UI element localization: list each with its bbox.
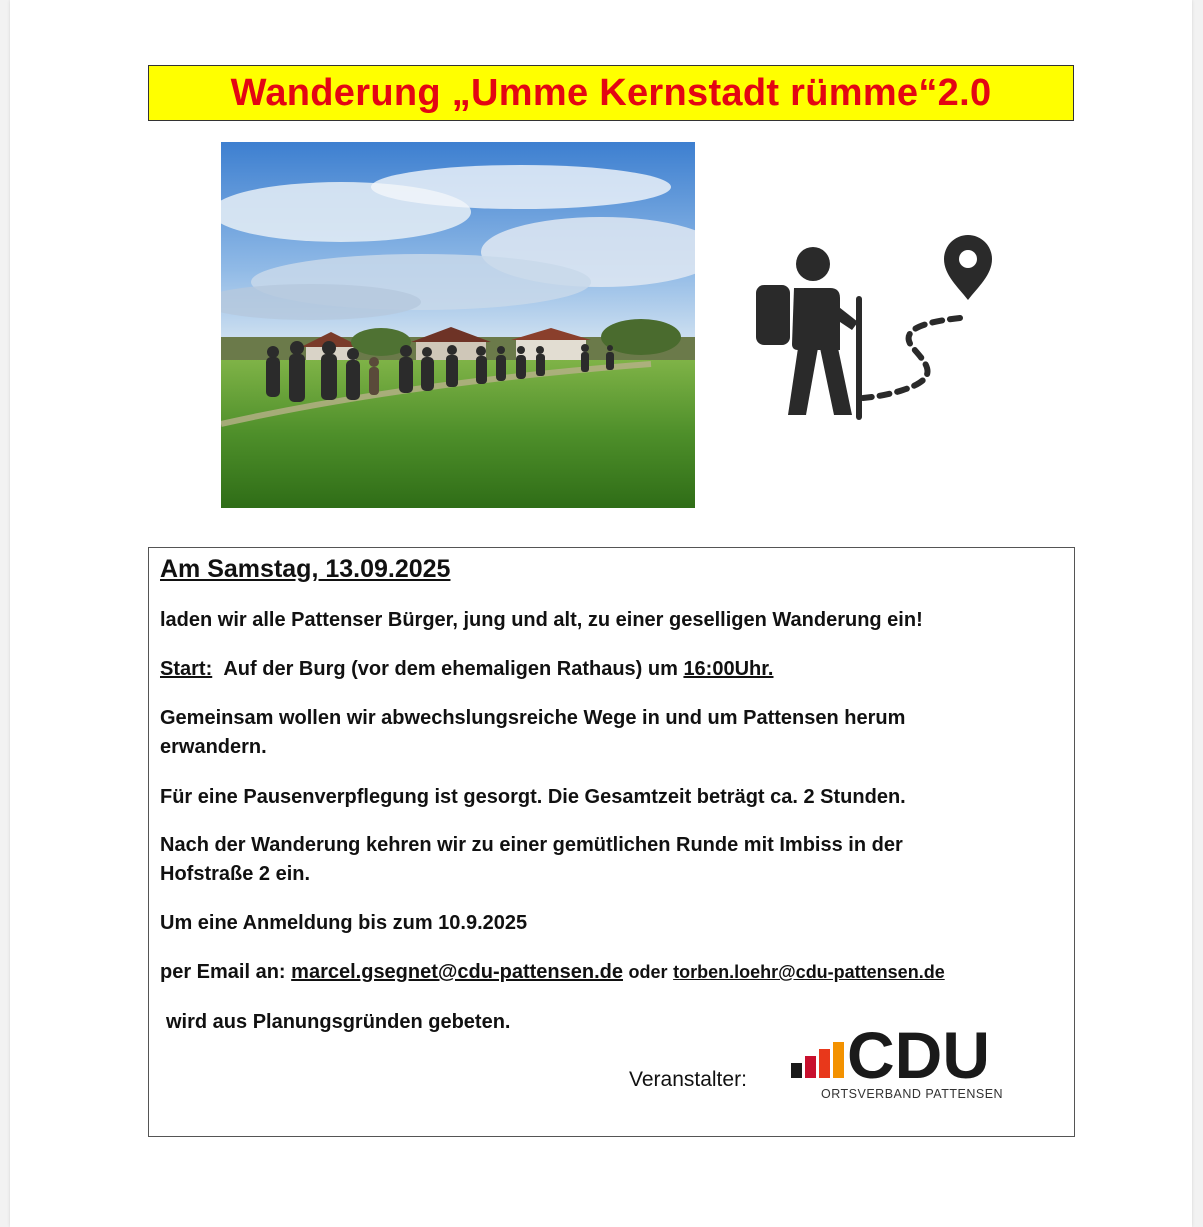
start-label: Start: bbox=[160, 658, 213, 680]
event-date: Am Samstag, 13.09.2025 bbox=[160, 555, 451, 583]
routes-text-line1: Gemeinsam wollen wir abwechslungsreiche Wege in und um Pattensen herum bbox=[160, 707, 906, 729]
start-line bbox=[160, 655, 774, 684]
start-time: 16:00Uhr. bbox=[683, 658, 774, 680]
title-banner bbox=[148, 65, 1074, 121]
start-text: Auf der Burg (vor dem ehemaligen Rathaus) um bbox=[223, 658, 678, 680]
planning-text: wird aus Planungsgründen gebeten. bbox=[166, 1011, 511, 1033]
cdu-logo-subtitle: ORTSVERBAND PATTENSEN bbox=[821, 1087, 1004, 1101]
email-line bbox=[160, 958, 945, 987]
email-or: oder bbox=[628, 962, 668, 982]
info-box bbox=[148, 547, 1075, 1137]
flyer-title: Wanderung „Umme Kernstadt rümme“2.0 bbox=[230, 71, 992, 114]
cdu-logo-text: CDU bbox=[847, 1024, 990, 1092]
after-text-line2: Hofstraße 2 ein. bbox=[160, 863, 311, 885]
email-link-2[interactable]: torben.loehr@cdu-pattensen.de bbox=[673, 962, 945, 982]
routes-text-line2: erwandern. bbox=[160, 736, 267, 758]
flyer-page bbox=[10, 0, 1192, 1227]
registration-text: Um eine Anmeldung bis zum 10.9.2025 bbox=[160, 912, 528, 934]
organizer-label: Veranstalter: bbox=[629, 1068, 747, 1091]
hiker-route-icon bbox=[748, 230, 998, 430]
break-text: Für eine Pausenverpflegung ist gesorgt. Die Gesamtzeit beträgt ca. 2 Stunden. bbox=[160, 786, 906, 808]
hiking-group-photo bbox=[221, 142, 695, 508]
invite-text: laden wir alle Pattenser Bürger, jung und alt, zu einer geselligen Wanderung ein! bbox=[160, 609, 923, 631]
after-text-line1: Nach der Wanderung kehren wir zu einer gemütlichen Runde mit Imbiss in der bbox=[160, 834, 903, 856]
email-link-1[interactable]: marcel.gsegnet@cdu-pattensen.de bbox=[291, 961, 623, 983]
email-prefix: per Email an: bbox=[160, 961, 286, 983]
cdu-logo bbox=[787, 1024, 1037, 1104]
